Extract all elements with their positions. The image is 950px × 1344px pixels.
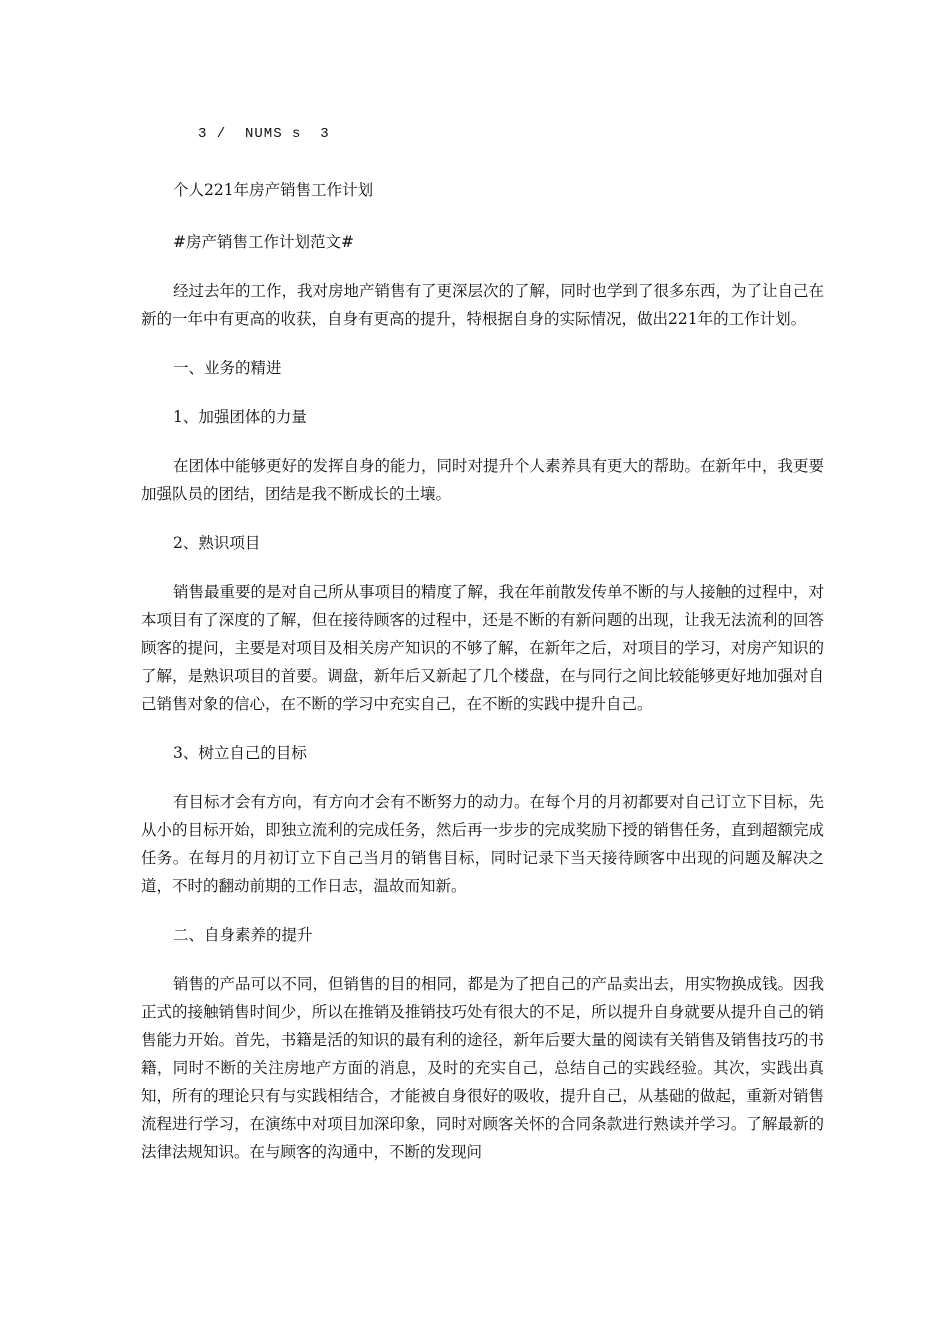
page-marker: 3 / NUMS s 3 bbox=[198, 126, 330, 142]
item2-heading: 2、熟识项目 bbox=[173, 534, 261, 552]
item1-heading: 1、加强团体的力量 bbox=[173, 408, 307, 426]
item3-heading: 3、树立自己的目标 bbox=[173, 744, 307, 762]
item1-paragraph: 在团体中能够更好的发挥自身的能力，同时对提升个人素养具有更大的帮助。在新年中，我更要加强队员的团结，团结是我不断成长的土壤。 bbox=[141, 457, 825, 503]
document-title: 个人221年房产销售工作计划 bbox=[173, 181, 374, 199]
section1-heading: 一、业务的精进 bbox=[173, 359, 282, 377]
document-tag: #房产销售工作计划范文# bbox=[173, 233, 354, 251]
section2-paragraph: 销售的产品可以不同，但销售的目的相同，都是为了把自己的产品卖出去，用实物换成钱。因我正式的接触销售时间少，所以在推销及推销技巧处有很大的不足，所以提升自身就要从提升自己的销售能力开始。首先，书籍是活的知识的最有利的途径，新年后要大量的阅读有关销售及销售技巧的书籍，同时不断的关注房地产方面的消息，及时的充实自己，总结自己的实践经验。其次，实践出真知，所有的理论只有与实践相结合，才能被自身很好的吸收，提升自己，从基础的做起，重新对销售流程进行学习，在演练中对项目加深印象，同时对顾客关怀的合同条款进行熟读并学习。了解最新的法律法规知识。在与顾客的沟通中，不断的发现问 bbox=[141, 975, 825, 1161]
item3-paragraph: 有目标才会有方向，有方向才会有不断努力的动力。在每个月的月初都要对自己订立下目标，先从小的目标开始，即独立流利的完成任务，然后再一步步的完成奖励下授的销售任务，直到超额完成任务。在每月的月初订立下自己当月的销售目标，同时记录下当天接待顾客中出现的问题及解决之道，不时的翻动前期的工作日志，温故而知新。 bbox=[141, 793, 825, 895]
document-body bbox=[141, 176, 824, 1187]
item2-paragraph: 销售最重要的是对自己所从事项目的精度了解，我在年前散发传单不断的与人接触的过程中，对本项目有了深度的了解，但在接待顾客的过程中，还是不断的有新问题的出现，让我无法流利的回答顾客的提问，主要是对项目及相关房产知识的不够了解，在新年之后，对项目的学习，对房产知识的了解，是熟识项目的首要。调盘，新年后又新起了几个楼盘，在与同行之间比较能够更好地加强对自己销售对象的信心，在不断的学习中充实自己，在不断的实践中提升自己。 bbox=[141, 583, 825, 713]
intro-paragraph: 经过去年的工作，我对房地产销售有了更深层次的了解，同时也学到了很多东西，为了让自己在新的一年中有更高的收获，自身有更高的提升，特根据自身的实际情况，做出221年的工作计划。 bbox=[141, 282, 825, 328]
section2-heading: 二、自身素养的提升 bbox=[173, 926, 313, 944]
